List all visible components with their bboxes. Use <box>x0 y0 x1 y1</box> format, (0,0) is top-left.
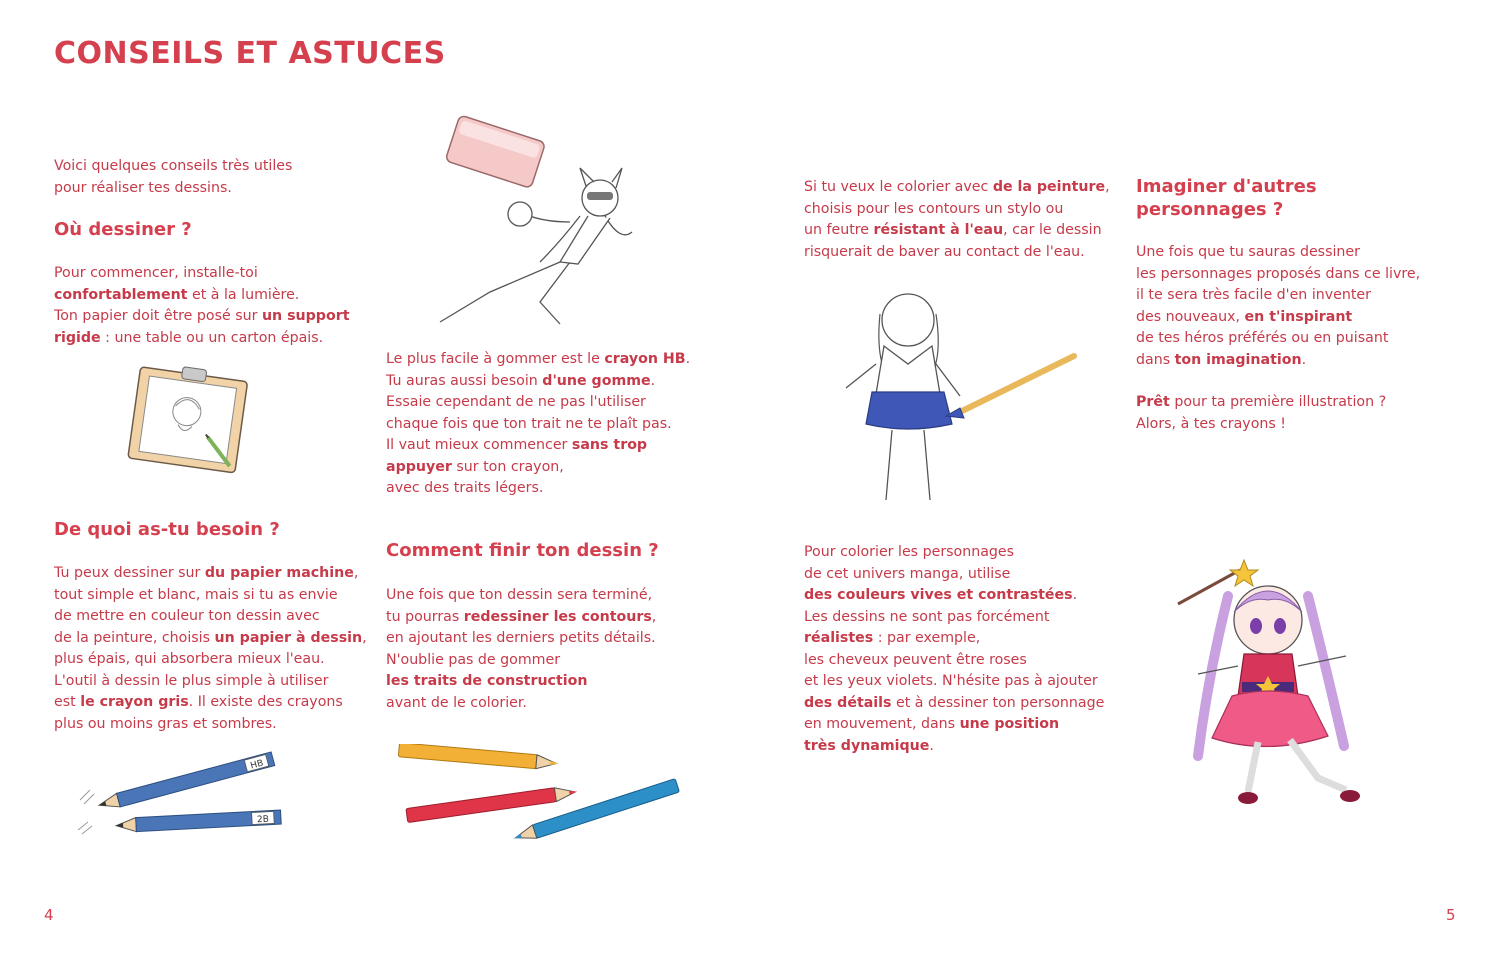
text: en mouvement, dans <box>804 716 960 732</box>
text: Essaie cependant de ne pas l'utiliser <box>386 394 646 410</box>
paragraph-where <box>54 263 349 349</box>
paragraph-colors <box>804 542 1104 757</box>
text: un feutre <box>804 222 874 238</box>
text: tout simple et blanc, mais si tu as envie <box>54 586 338 603</box>
text: de cet univers manga, utilise <box>804 565 1011 582</box>
bold-text: crayon HB <box>604 351 686 367</box>
text-line <box>386 457 690 479</box>
text-line <box>1136 328 1420 350</box>
text: plus ou moins gras et sombres. <box>54 715 277 732</box>
text: , <box>1105 179 1110 195</box>
magical-girl-illustration <box>1168 556 1368 814</box>
clipboard-illustration <box>124 362 254 474</box>
text: Tu peux dessiner sur <box>54 565 205 581</box>
text-line <box>386 414 690 436</box>
text: , car le dessin <box>1003 222 1102 238</box>
text-line <box>1136 350 1420 372</box>
bold-text: réalistes <box>804 630 874 646</box>
intro-line: pour réaliser tes dessins. <box>54 179 232 196</box>
text: N'oublie pas de gommer <box>386 651 561 668</box>
text-line <box>386 371 690 393</box>
text-line <box>386 650 656 672</box>
superhero-eraser-illustration <box>420 112 670 334</box>
text: Pour commencer, installe-toi <box>54 265 258 281</box>
page-number-right: 5 <box>1446 906 1456 924</box>
bold-text: redessiner les contours <box>463 608 652 625</box>
text: risquerait de baver au contact de l'eau. <box>804 243 1085 260</box>
text-line <box>804 242 1110 264</box>
text: Ton papier doit être posé sur <box>54 308 262 324</box>
text-line <box>804 585 1104 607</box>
text: Tu auras aussi besoin <box>386 372 543 389</box>
text-line <box>386 628 656 650</box>
text: Les dessins ne sont pas forcément <box>804 608 1050 625</box>
text-line <box>804 564 1104 586</box>
paragraph-finish <box>386 585 656 714</box>
text: Une fois que ton dessin sera terminé, <box>386 587 653 603</box>
text-line <box>804 220 1110 242</box>
text: Si tu veux le colorier avec <box>804 179 993 195</box>
text: pour ta première illustration ? <box>1169 394 1387 410</box>
text: de mettre en couleur ton dessin avec <box>54 608 320 624</box>
text-line <box>1136 414 1386 436</box>
text: de la peinture, choisis <box>54 629 215 646</box>
intro-line: Voici quelques conseils très utiles <box>54 158 293 174</box>
text: , <box>651 608 657 625</box>
text: les personnages proposés dans ce livre, <box>1136 265 1421 282</box>
text-line <box>54 671 367 693</box>
text-line <box>386 693 656 715</box>
text: Pour colorier les personnages <box>804 544 1015 560</box>
bold-text: résistant à l'eau <box>873 222 1004 238</box>
bold-text: en t'inspirant <box>1244 308 1353 325</box>
text: choisis pour les contours un stylo ou <box>804 200 1064 217</box>
text: les cheveux peuvent être roses <box>804 651 1027 668</box>
text: . <box>929 737 934 754</box>
text-line <box>54 263 349 285</box>
bold-text: un papier à dessin <box>214 629 363 646</box>
text-line <box>804 177 1110 199</box>
text: L'outil à dessin le plus simple à utiliser <box>54 672 329 689</box>
text-line <box>54 285 349 307</box>
schoolgirl-painter-illustration <box>836 284 1080 514</box>
text: sur ton crayon, <box>451 458 564 475</box>
text: et les yeux violets. N'hésite pas à ajouter <box>804 673 1098 689</box>
text: . <box>1301 351 1307 368</box>
text-line <box>386 607 656 629</box>
bold-text: du papier machine <box>204 565 354 581</box>
text-line <box>386 349 690 371</box>
bold-text: ton imagination <box>1174 351 1302 368</box>
text-line <box>804 650 1104 672</box>
paragraph-ready <box>1136 392 1386 435</box>
paragraph-need <box>54 563 367 735</box>
heading-where: Où dessiner ? <box>54 219 192 240</box>
text-line <box>1136 242 1420 264</box>
text-line <box>54 628 367 650</box>
bold-text: un support <box>261 308 350 324</box>
bold-text: Prêt <box>1136 394 1170 410</box>
bold-text: des détails <box>804 694 892 711</box>
text: . <box>650 372 656 389</box>
pencils-illustration <box>76 742 296 840</box>
text-line <box>1136 307 1420 329</box>
text-line <box>54 692 367 714</box>
text: Il vaut mieux commencer <box>386 437 572 453</box>
text: tu pourras <box>386 608 464 625</box>
text-line <box>54 328 349 350</box>
text-line <box>1136 264 1420 286</box>
paragraph-paint <box>804 177 1110 263</box>
intro-text <box>54 156 292 199</box>
pencil-label-hb: HB <box>249 758 265 772</box>
text-line <box>54 563 367 585</box>
bold-text: d'une gomme <box>542 372 651 389</box>
page-number-left: 4 <box>44 906 54 924</box>
bold-text: les traits de construction <box>386 673 588 689</box>
text: Une fois que tu sauras dessiner <box>1136 244 1360 260</box>
text-line <box>804 607 1104 629</box>
bold-text: des couleurs vives et contrastées <box>804 587 1073 603</box>
text-line <box>804 736 1104 758</box>
text: de tes héros préférés ou en puisant <box>1136 330 1389 346</box>
text-line <box>1136 392 1386 414</box>
text-line <box>804 199 1110 221</box>
text: Alors, à tes crayons ! <box>1136 415 1286 432</box>
text-line <box>386 392 690 414</box>
text-line <box>54 306 349 328</box>
paragraph-eraser <box>386 349 690 500</box>
text-line <box>804 693 1104 715</box>
text: : une table ou un carton épais. <box>100 329 324 346</box>
heading-finish: Comment finir ton dessin ? <box>386 540 659 561</box>
bold-text: confortablement <box>54 286 188 303</box>
text: en ajoutant les derniers petits détails. <box>386 630 656 646</box>
bold-text: sans trop <box>571 437 648 453</box>
text: il te sera très facile d'en inventer <box>1136 287 1371 303</box>
text: avec des traits légers. <box>386 480 544 496</box>
text: . <box>685 351 691 367</box>
text-line <box>804 671 1104 693</box>
bold-text: très dynamique <box>804 737 930 754</box>
text: est <box>54 694 81 710</box>
text: dans <box>1136 351 1175 368</box>
bold-text: une position <box>959 716 1060 732</box>
text: plus épais, qui absorbera mieux l'eau. <box>54 651 325 667</box>
text-line <box>386 435 690 457</box>
text: des nouveaux, <box>1136 308 1245 325</box>
text-line <box>386 585 656 607</box>
text-line <box>804 628 1104 650</box>
heading-imagine <box>1136 175 1317 221</box>
bold-text: appuyer <box>386 458 452 475</box>
heading-imagine-line: personnages ? <box>1136 199 1284 220</box>
text: . <box>1072 587 1078 603</box>
text-line <box>54 606 367 628</box>
text: : par exemple, <box>873 630 981 646</box>
text-line <box>54 649 367 671</box>
bold-text: de la peinture <box>992 179 1106 195</box>
page-title: CONSEILS ET ASTUCES <box>54 36 446 71</box>
text-line <box>386 671 656 693</box>
text-line <box>804 542 1104 564</box>
text: et à la lumière. <box>187 286 300 303</box>
text: , <box>362 629 367 646</box>
heading-need: De quoi as-tu besoin ? <box>54 519 280 540</box>
text: et à dessiner ton personnage <box>891 694 1105 711</box>
text: . Il existe des crayons <box>188 694 343 710</box>
heading-imagine-line: Imaginer d'autres <box>1136 176 1317 197</box>
pencil-label-2b: 2B <box>256 814 270 826</box>
text: , <box>353 565 359 581</box>
text: Le plus facile à gommer est le <box>386 351 605 367</box>
bold-text: le crayon gris <box>80 694 189 710</box>
colored-pencils-illustration <box>392 744 682 844</box>
text-line <box>54 585 367 607</box>
text: avant de le colorier. <box>386 694 527 711</box>
text-line <box>54 714 367 736</box>
paragraph-imagine <box>1136 242 1420 371</box>
text-line <box>804 714 1104 736</box>
bold-text: rigide <box>54 329 101 346</box>
text-line <box>386 478 690 500</box>
text: chaque fois que ton trait ne te plaît pas. <box>386 415 672 432</box>
text-line <box>1136 285 1420 307</box>
